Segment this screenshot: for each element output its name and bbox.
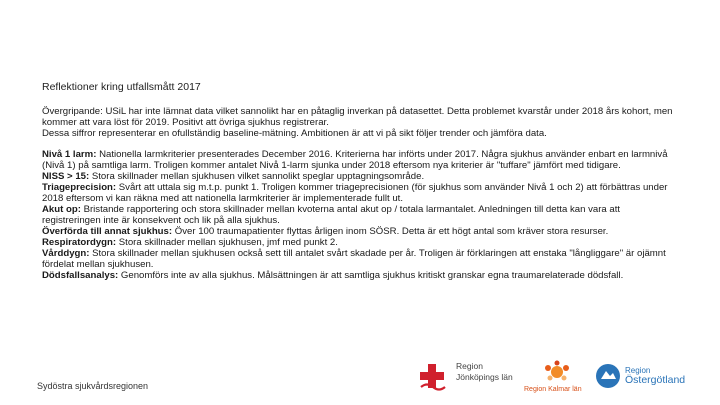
- list-item: [42, 248, 674, 270]
- jonkoping-line1: Region: [456, 361, 483, 371]
- slide-body: [42, 106, 674, 281]
- intro-paragraph: Övergripande: USiL har inte lämnat data vilket sannolikt har en påtaglig inverkan på datasettet. Detta problemet kvarstår under 2018 års kohort, men kommer att vara löst för 2019. Positivt att övriga sjukhus registrerar.: [42, 106, 673, 128]
- item-text: Över 100 traumapatienter flyttas årligen inom SÖSR. Detta är ett högt antal som kräver stora resurser.: [172, 226, 609, 237]
- item-term: Akut op:: [42, 204, 81, 215]
- list-item: [42, 171, 674, 182]
- slide-title: Reflektioner kring utfallsmått 2017: [42, 81, 201, 93]
- item-text: Stora skillnader mellan sjukhusen också sett till antalet svårt skadade per år. Troligen är förklaringen att enstaka "långliggare" är ojämnt fördelat mellan sjukhusen.: [42, 248, 666, 270]
- region-jonkoping-logo: [418, 356, 518, 396]
- ostergotland-line2: Östergötland: [625, 374, 686, 386]
- ostergotland-line1: Region: [625, 366, 651, 375]
- item-text: Stora skillnader mellan sjukhusen vilket sannolikt speglar upptagningsområde.: [89, 171, 425, 182]
- region-kalmar-logo: [524, 356, 590, 396]
- footer-text: Sydöstra sjukvårdsregionen: [37, 381, 149, 391]
- kalmar-label: Region Kalmar län: [524, 386, 582, 393]
- item-term: Nivå 1 larm:: [42, 149, 97, 160]
- item-term: Vårddygn:: [42, 248, 90, 259]
- list-item: [42, 204, 674, 226]
- item-text: Genomförs inte av alla sjukhus. Målsättningen är att samtliga sjukhus kritiskt granskar egna traumarelaterade dödsfall.: [118, 270, 624, 281]
- item-text: Stora skillnader mellan sjukhusen, jmf med punkt 2.: [116, 237, 338, 248]
- list-item: [42, 149, 674, 171]
- jonkoping-mark-icon: [418, 360, 452, 394]
- kalmar-mark-icon: [537, 360, 577, 384]
- item-text: Nationella larmkriterier presenterades December 2016. Kriterierna har införts under 2017. Några sjukhus använder enbart en larmnivå (Nivå 1) på samtliga larm. Troligen kommer antalet Nivå 1-larm sjunka under 2018 eftersom nya kriterier är "tuffare" jämfört med tidigare.: [42, 149, 668, 171]
- item-term: Triageprecision:: [42, 182, 117, 193]
- list-item: [42, 182, 674, 204]
- item-text: Bristande rapportering och stora skillnader mellan kvoterna antal akut op / totala larmantalet. Anledningen till detta kan vara att registreringen inte är konsekvent och lik på alla sjukhus.: [42, 204, 621, 226]
- item-text: Svårt att uttala sig m.t.p. punkt 1. Troligen kommer triageprecisionen (för sjukhus som använder Nivå 1 och 2) att förbättras under 2018 eftersom vi kan räkna med att nationella larmkriterier är implementerade fullt ut.: [42, 182, 668, 204]
- ostergotland-mark-icon: [594, 362, 622, 390]
- item-term: Dödsfallsanalys:: [42, 270, 119, 281]
- item-term: Respiratordygn:: [42, 237, 117, 248]
- region-ostergotland-logo: [594, 356, 712, 396]
- jonkoping-line2: Jönköpings län: [456, 372, 513, 382]
- list-item: [42, 237, 674, 248]
- list-item: [42, 270, 674, 281]
- item-term: NISS > 15:: [42, 171, 90, 182]
- list-item: [42, 226, 674, 237]
- intro-paragraph: Dessa siffror representerar en ofullständig baseline-mätning. Ambitionen är att vi på sikt följer trender och jämföra data.: [42, 128, 547, 139]
- item-term: Överförda till annat sjukhus:: [42, 226, 173, 237]
